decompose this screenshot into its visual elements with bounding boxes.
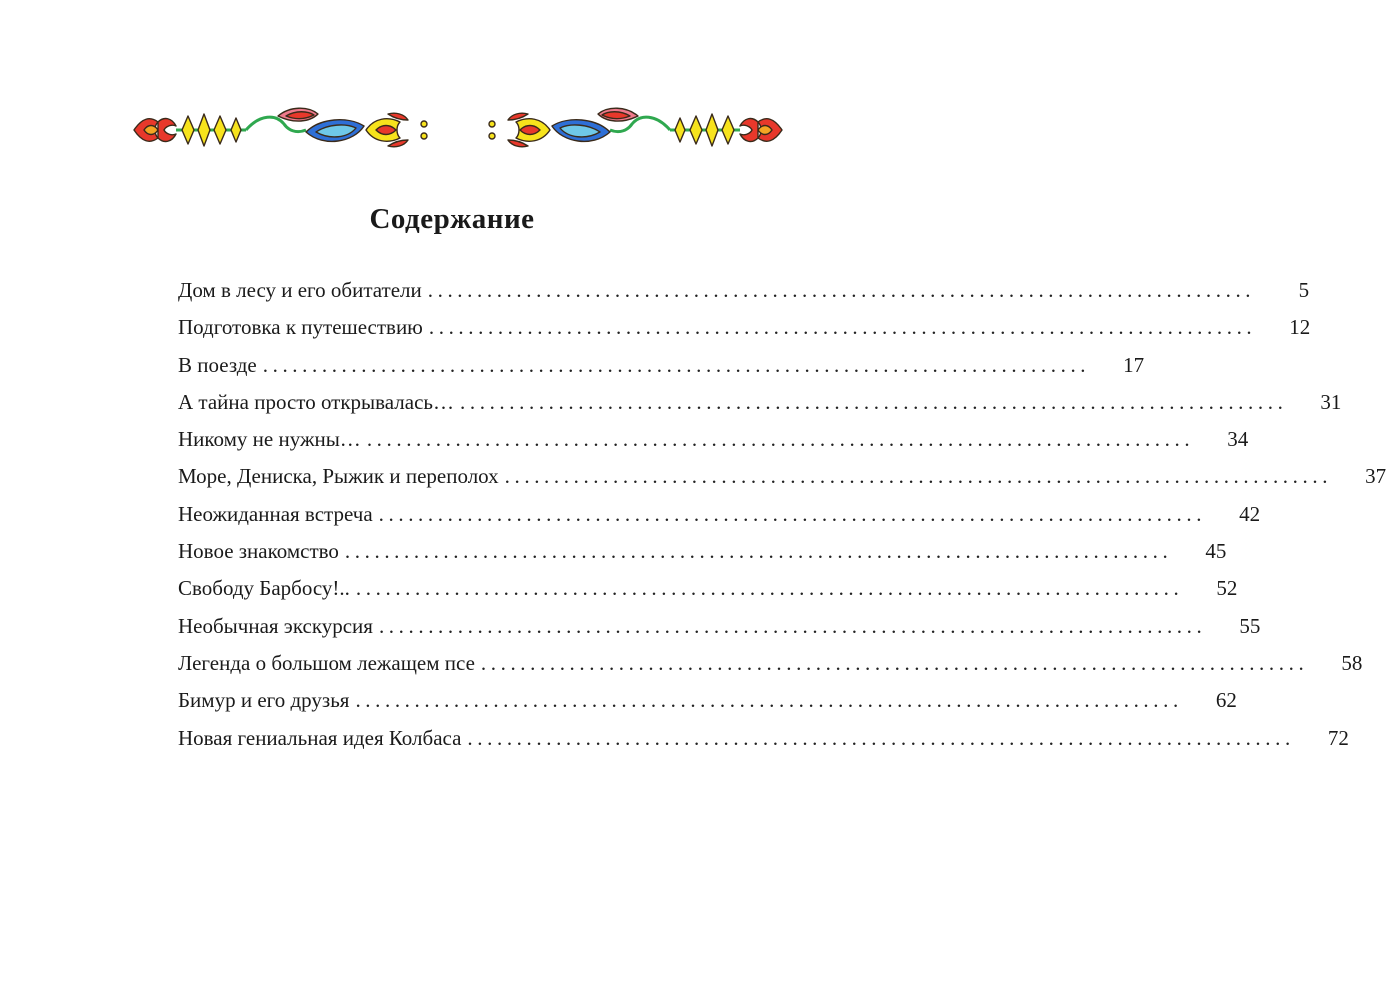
- toc-entry[interactable]: [178, 501, 1261, 539]
- table-of-contents: [178, 278, 1386, 763]
- floral-border-ornament-icon: [128, 100, 788, 160]
- toc-entry-title: Подготовка к путешествию: [178, 315, 423, 340]
- toc-leader-dots: ....................................................................................: [378, 501, 1207, 526]
- toc-leader-dots: ....................................................................................: [366, 427, 1195, 452]
- toc-entry[interactable]: [178, 464, 1386, 501]
- toc-leader-dots: ....................................................................................: [378, 613, 1207, 638]
- toc-entry[interactable]: [178, 389, 1342, 427]
- toc-entry-page: 58: [1341, 650, 1363, 675]
- toc-entry[interactable]: [178, 427, 1249, 464]
- toc-leader-dots: ....................................................................................: [262, 352, 1091, 377]
- toc-entry-title: Свободу Барбосу!..: [178, 576, 350, 601]
- toc-entry-title: Необычная экскурсия: [178, 613, 373, 638]
- toc-entry-title: В поезде: [178, 352, 257, 377]
- toc-entry-title: Дом в лесу и его обитатели: [178, 278, 422, 302]
- toc-leader-dots: ....................................................................................: [355, 688, 1183, 713]
- toc-leader-dots: ....................................................................................: [428, 315, 1257, 340]
- toc-entry-title: Новая гениальная идея Колбаса: [178, 725, 462, 750]
- toc-entry[interactable]: [178, 613, 1261, 651]
- toc-entry[interactable]: [178, 315, 1311, 352]
- toc-entry-page: 55: [1239, 613, 1261, 638]
- toc-leader-dots: ....................................................................................: [427, 278, 1256, 302]
- toc-leader-dots: ....................................................................................: [355, 576, 1184, 601]
- toc-entry-title: А тайна просто открывалась…: [178, 389, 455, 414]
- toc-entry-page: 17: [1123, 352, 1145, 377]
- toc-entry-page: 52: [1216, 576, 1238, 601]
- toc-entry-page: 72: [1327, 725, 1349, 750]
- toc-entry-page: 12: [1289, 315, 1311, 340]
- toc-leader-dots: ....................................................................................: [460, 389, 1288, 414]
- toc-entry[interactable]: [178, 576, 1238, 613]
- toc-entry[interactable]: [178, 650, 1363, 688]
- toc-entry-title: Неожиданная встреча: [178, 501, 373, 526]
- toc-entry-title: Море, Дениска, Рыжик и переполох: [178, 464, 499, 489]
- toc-entry[interactable]: [178, 278, 1310, 315]
- page-title: Содержание: [369, 203, 535, 235]
- toc-entry-page: 5: [1298, 278, 1310, 302]
- toc-entry[interactable]: [178, 539, 1227, 576]
- toc-entry-title: Никому не нужны…: [178, 427, 361, 452]
- toc-leader-dots: ....................................................................................: [480, 650, 1309, 675]
- toc-entry-title: Бимур и его друзья: [178, 688, 350, 713]
- toc-entry[interactable]: [178, 725, 1349, 763]
- toc-entry[interactable]: [178, 352, 1145, 390]
- toc-entry-page: 62: [1215, 688, 1237, 713]
- toc-entry-page: 31: [1320, 389, 1342, 414]
- toc-leader-dots: ....................................................................................: [467, 725, 1295, 750]
- toc-entry-page: 42: [1239, 501, 1261, 526]
- toc-leader-dots: ....................................................................................: [344, 539, 1173, 564]
- toc-entry[interactable]: [178, 688, 1237, 725]
- toc-entry-page: 34: [1227, 427, 1249, 452]
- toc-leader-dots: ....................................................................................: [504, 464, 1333, 489]
- toc-entry-title: Легенда о большом лежащем псе: [178, 650, 475, 675]
- toc-entry-page: 45: [1205, 539, 1227, 564]
- toc-entry-page: 37: [1365, 464, 1386, 489]
- toc-entry-title: Новое знакомство: [178, 539, 339, 564]
